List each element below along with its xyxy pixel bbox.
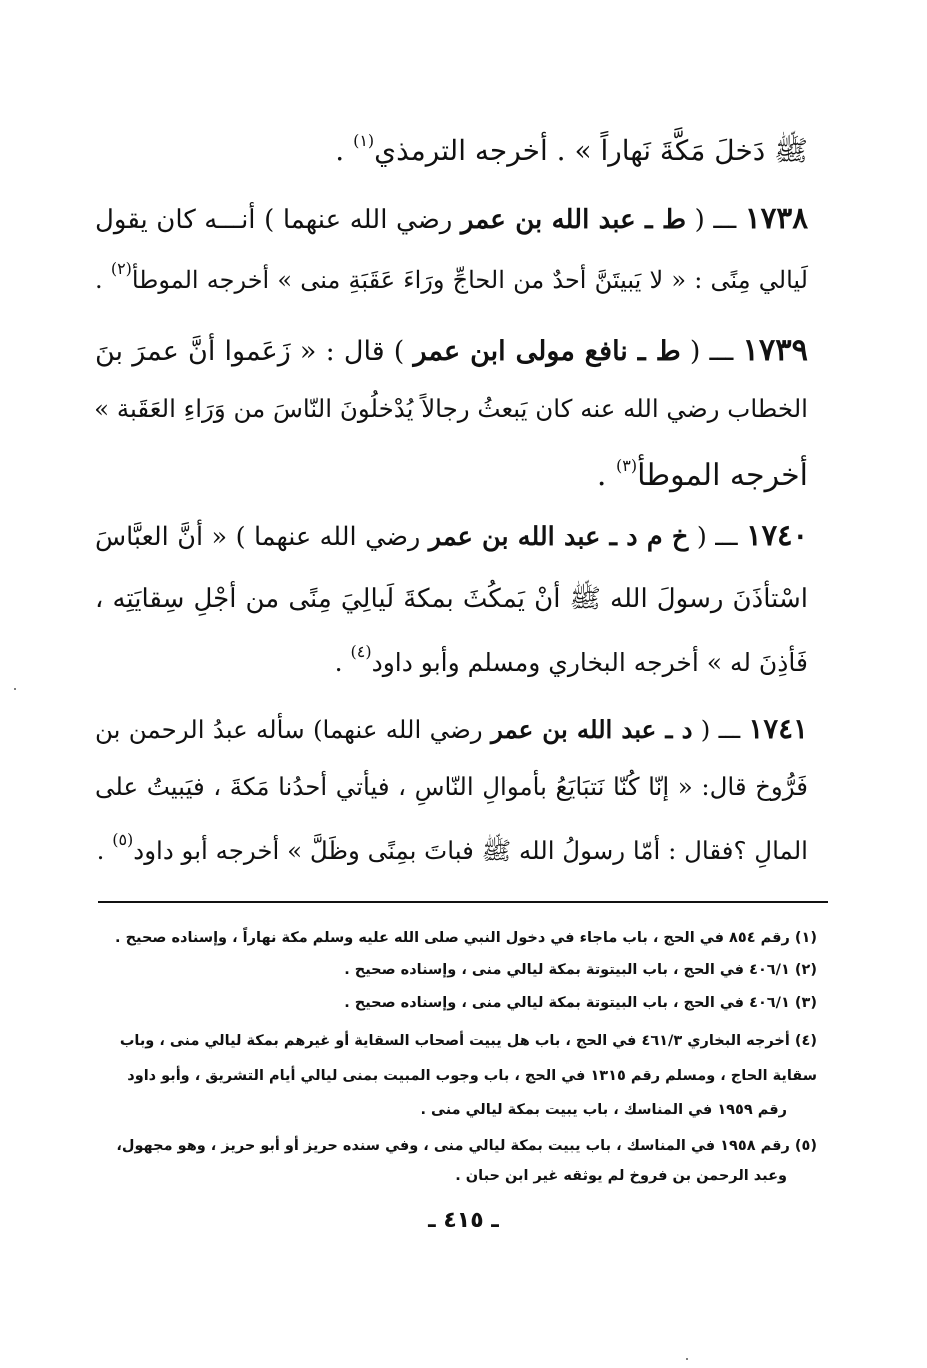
hadith-source: خ م د ـ عبد الله بن عمر	[428, 522, 689, 552]
footnote-1: (١) رقم ٨٥٤ في الحج ، باب ماجاء في دخول النبي صلى الله عليه وسلم مكة نهاراً ، وإسناده صحيح .	[115, 930, 817, 946]
hadith-1739-line-1: ١٧٣٩ ـــ ( ط ـ نافع مولى ابن عمر ) قال : « زَعَموا أنَّ عمرَ بنَ	[95, 332, 808, 368]
scan-speck	[686, 1358, 688, 1360]
footnote-ref-3: (٣)	[615, 456, 638, 475]
hadith-1738-line-1: ١٧٣٨ ـــ ( ط ـ عبد الله بن عمر رضي الله عنهما ) أنـــه كان يقول	[95, 200, 808, 235]
footnote-4-line-3: رقم ١٩٥٩ في المناسك ، باب يبيت بمكة ليالي منى .	[420, 1102, 787, 1118]
footnote-separator	[98, 901, 828, 903]
scan-speck	[14, 688, 16, 690]
hadith-number: ١٧٤٠	[746, 518, 808, 552]
page-number: ـ ٤١٥ ـ	[428, 1208, 499, 1233]
hadith-1740-line-2: اسْتأذَنَ رسولَ الله ﷺ أنْ يَمكُثَ بمكةَ لَيالِيَ مِنًى من أجْلِ سِقايَتِه ،	[95, 584, 808, 614]
footnote-ref-4: (٤)	[350, 642, 372, 661]
footnote-3: (٣) ٤٠٦/١ في الحج ، باب البيتوتة بمكة ليالي منى ، وإسناده صحيح .	[344, 995, 817, 1011]
hadith-source: ط ـ عبد الله بن عمر	[460, 205, 687, 235]
text-line-1: ﷺ دَخلَ مَكَّةَ نَهاراً » . أخرجه الترمذي$^{(١)}$ .	[335, 131, 808, 167]
hadith-1740-line-1: ١٧٤٠ ـــ ( خ م د ـ عبد الله بن عمر رضي الله عنهما ) « أنَّ العبَّاسَ	[95, 518, 808, 552]
hadith-number: ١٧٣٨	[744, 200, 808, 235]
footnote-ref-5: (٥)	[112, 830, 134, 849]
footnote-5-line-2: وعبد الرحمن بن فروخ لم يوثقه غير ابن حبان .	[455, 1168, 787, 1184]
footnote-ref-1: (١)	[353, 131, 375, 150]
hadith-1741-line-2: فَرُّوخ قال: « إنّا كُنّا نَتبَايَعُ بأموالِ النّاسِ ، فيأتي أحدُنا مَكةَ ، فيَبيتُ على	[95, 772, 808, 801]
hadith-1741-line-3: المالِ ؟فقال : أمّا رسولُ الله ﷺ فباتَ بمِنًى وظَلَّ » أخرجه أبو داود$^{(٥)}$ .	[96, 830, 808, 865]
hadith-source: د ـ عبد الله بن عمر	[490, 715, 693, 744]
hadith-1739-line-3: أخرجه الموطأ$^{(٣)}$ .	[596, 456, 808, 493]
footnote-5-line-1: (٥) رقم ١٩٥٨ في المناسك ، باب يبيت بمكة ليالي منى ، وفي سنده حريز أو أبو حريز ، وهو مجهول،	[116, 1138, 817, 1154]
footnote-4-line-1: (٤) أخرجه البخاري ٤٦١/٣ في الحج ، باب هل يبيت أصحاب السقاية أو غيرهم بمكة ليالي منى ، وباب	[119, 1033, 817, 1049]
hadith-source: ط ـ نافع مولى ابن عمر	[413, 336, 681, 367]
footnote-ref-2: (٢)	[110, 259, 132, 278]
hadith-1740-line-3: فَأذِنَ له » أخرجه البخاري ومسلم وأبو داود$^{(٤)}$ .	[334, 642, 808, 677]
hadith-1741-line-1: ١٧٤١ ـــ ( د ـ عبد الله بن عمر رضي الله عنهما) سأله عبدُ الرحمن بن	[95, 712, 808, 745]
hadith-1739-line-2: الخطاب رضي الله عنه كان يَبعثُ رجالاً يُدْخلُونَ النّاسَ من وَرَاءِ العَقَبة »	[94, 394, 808, 423]
footnote-2: (٢) ٤٠٦/١ في الحج ، باب البيتوتة بمكة ليالي منى ، وإسناده صحيح .	[344, 962, 817, 978]
hadith-number: ١٧٣٩	[742, 332, 808, 368]
hadith-number: ١٧٤١	[748, 712, 808, 745]
footnote-4-line-2: سقاية الحاج ، ومسلم رقم ١٣١٥ في الحج ، باب وجوب المبيت بمنى ليالي أيام التشريق ، وأبو داود	[127, 1068, 817, 1084]
hadith-1738-line-2: لَيالي مِنًى : « لا يَبيتَنَّ أحدٌ من الحاجِّ ورَاءَ عَقَبَةِ منى » أخرجه الموطأ$^{(٢)}$ .	[95, 259, 808, 294]
